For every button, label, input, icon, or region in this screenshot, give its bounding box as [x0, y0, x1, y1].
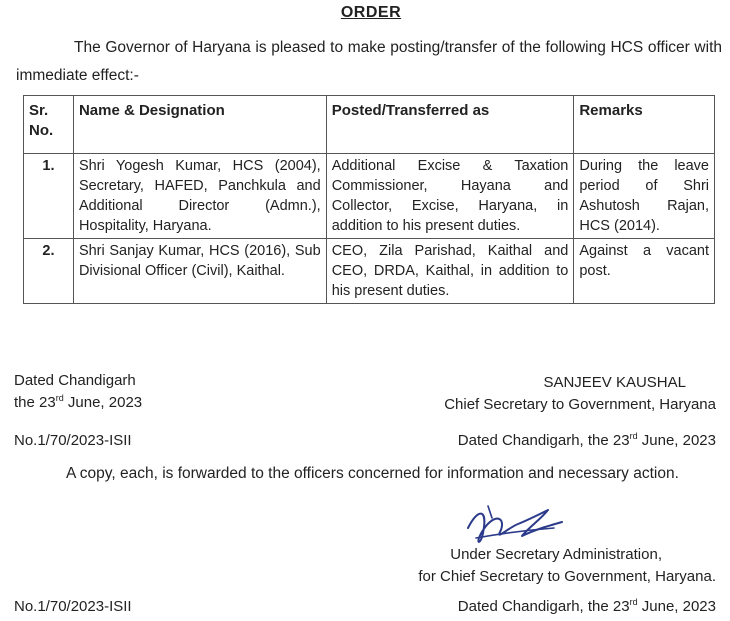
- table-header-row: [24, 96, 715, 154]
- endorsement-date-1-sup: rd: [629, 431, 638, 441]
- row-sr-no: 1.: [24, 154, 74, 239]
- endorsement-date-2: [380, 596, 716, 618]
- signatory-designation: Chief Secretary to Government, Haryana: [444, 396, 716, 413]
- header-posted-as: Posted/Transferred as: [326, 96, 574, 154]
- signatory-block: [360, 372, 716, 416]
- endorsement-date-2-suffix: June, 2023: [637, 598, 716, 615]
- dated-place-block: [14, 370, 142, 414]
- endorsement-date-2-sup: rd: [629, 597, 638, 607]
- endorsement-date-1-suffix: June, 2023: [637, 432, 716, 449]
- order-date-suffix: June, 2023: [63, 394, 143, 411]
- endorsement-ref-1: No.1/70/2023-ISII: [14, 432, 132, 449]
- header-sr-no: Sr. No.: [24, 96, 74, 154]
- table-row: [24, 154, 715, 239]
- under-secretary-title: Under Secretary Administration,: [450, 546, 662, 563]
- row-name-designation: Shri Sanjay Kumar, HCS (2016), Sub Divisional Officer (Civil), Kaithal.: [73, 239, 326, 304]
- under-secretary-for: for Chief Secretary to Government, Haryana.: [418, 568, 716, 585]
- dated-place: Dated Chandigarh: [14, 372, 136, 389]
- endorsement-date-1: [380, 430, 716, 452]
- order-date-prefix: the 23: [14, 394, 56, 411]
- endorsement-ref-2: No.1/70/2023-ISII: [14, 598, 132, 615]
- order-date: [14, 392, 142, 414]
- header-name-designation: Name & Designation: [73, 96, 326, 154]
- endorsement-date-1-prefix: Dated Chandigarh, the 23: [457, 432, 630, 449]
- endorsement-date-2-prefix: Dated Chandigarh, the 23: [457, 598, 630, 615]
- row-name-designation: Shri Yogesh Kumar, HCS (2004), Secretary, HAFED, Panchkula and Additional Director (Admn.), Hospitality, Haryana.: [73, 154, 326, 239]
- order-date-sup: rd: [55, 393, 64, 403]
- row-posted-as: CEO, Zila Parishad, Kaithal and CEO, DRDA, Kaithal, in addition to his present duties.: [326, 239, 574, 304]
- header-remarks: Remarks: [574, 96, 715, 154]
- order-title: ORDER: [340, 4, 402, 21]
- row-remarks: During the leave period of Shri Ashutosh Rajan, HCS (2014).: [574, 154, 715, 239]
- intro-paragraph: The Governor of Haryana is pleased to make posting/transfer of the following HCS officer with immediate effect:-: [16, 39, 722, 84]
- signatory-name: SANJEEV KAUSHAL: [543, 374, 686, 391]
- row-remarks: Against a vacant post.: [574, 239, 715, 304]
- copy-forwarded-paragraph: A copy, each, is forwarded to the officers concerned for information and necessary action.: [66, 465, 679, 482]
- order-title-container: [0, 4, 730, 22]
- row-sr-no: 2.: [24, 239, 74, 304]
- posting-table: [23, 95, 715, 304]
- row-posted-as: Additional Excise & Taxation Commissioner, Hayana and Collector, Excise, Haryana, in addition to his present duties.: [326, 154, 574, 239]
- table-row: [24, 239, 715, 304]
